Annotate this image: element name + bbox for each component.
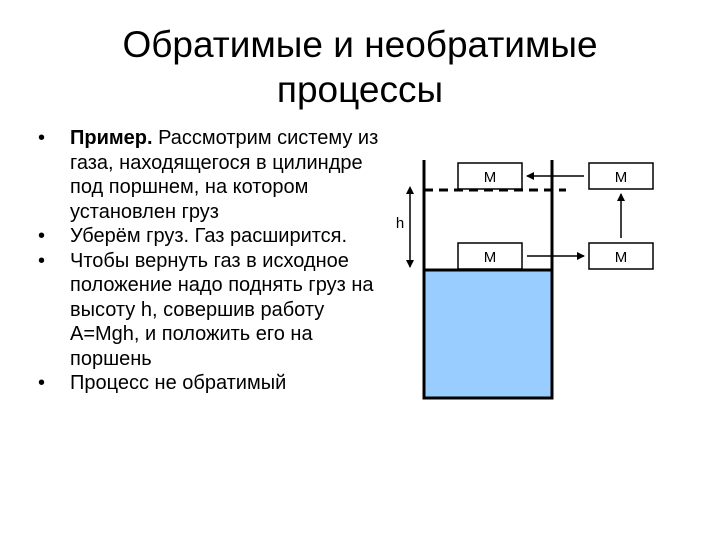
- bullet-text: Чтобы вернуть газ в исходное положение надо поднять груз на высоту h, совершив работу A=Mgh, и положить его на поршень: [70, 249, 374, 370]
- bullet-text: Уберём груз. Газ расширится.: [70, 225, 348, 247]
- bullet-text: Рассмотрим систему из газа, находящегося в цилиндре под поршнем, на котором установлен груз: [70, 127, 379, 223]
- weight-top-left-label: M: [483, 169, 497, 186]
- weight-bottom-right-label: M: [614, 249, 628, 266]
- title-line-1: Обратимые и необратимые: [122, 24, 598, 65]
- weight-bottom-left-label: M: [483, 249, 497, 266]
- bullet-text: Процесс не обратимый: [70, 372, 287, 394]
- title-line-2: процессы: [276, 69, 444, 110]
- weight-top-right-label: M: [614, 169, 628, 186]
- bullet-bold-label: Пример.: [70, 127, 153, 149]
- height-label: h: [395, 215, 405, 232]
- gas-region: [425, 271, 551, 398]
